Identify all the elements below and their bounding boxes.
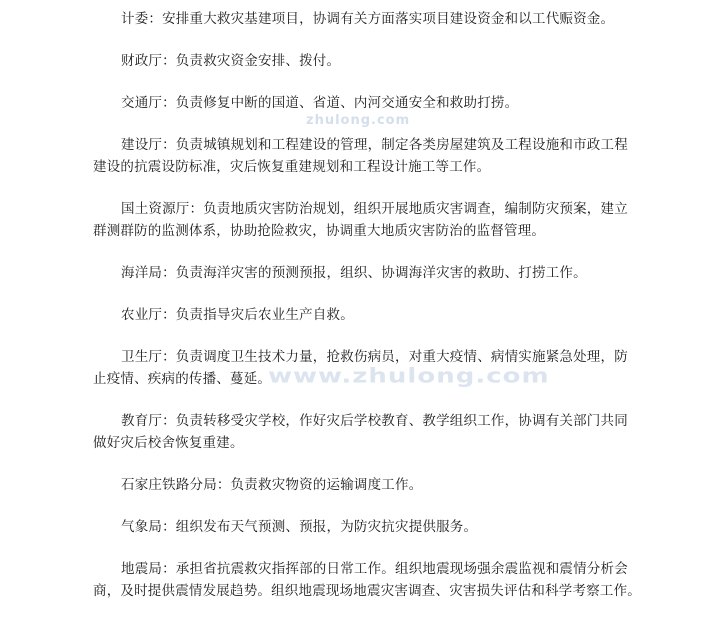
paragraph-ocean-bureau: 海洋局：负责海洋灾害的预测预报，组织、协调海洋灾害的救助、打捞工作。 [121, 265, 587, 281]
paragraph-land-resources-department: 国土资源厅：负责地质灾害防治规划，组织开展地质灾害调查，编制防灾预案，建立群测群防的监测体系，协助抢险救灾，协调重大地质灾害防治的监督管理。 [93, 201, 628, 239]
paragraph-finance-department: 财政厅：负责救灾资金安排、拨付。 [121, 53, 341, 69]
paragraph-transport-department: 交通厅：负责修复中断的国道、省道、内河交通安全和救助打捞。 [121, 95, 519, 111]
paragraph-earthquake-bureau: 地震局：承担省抗震救灾指挥部的日常工作。组织地震现场强余震监视和震情分析会商，及时提供震情发展趋势。组织地震现场地震灾害调查、灾害损失评估和科学考察工作。 [93, 561, 641, 599]
paragraph-agriculture-department: 农业厅：负责指导灾后农业生产自救。 [121, 307, 354, 323]
document-body [93, 8, 641, 620]
paragraph-health-department: 卫生厅：负责调度卫生技术力量，抢救伤病员，对重大疫情、病情实施紧急处理，防止疫情、疾病的传播、蔓延。 [93, 349, 628, 387]
watermark-middle: www.zhulong.com [268, 364, 550, 388]
paragraph-construction-department: 建设厅：负责城镇规划和工程建设的管理，制定各类房屋建筑及工程设施和市政工程建设的抗震设防标准，灾后恢复重建规划和工程设计施工等工作。 [93, 137, 628, 175]
paragraph-meteorological-bureau: 气象局：组织发布天气预测、预报，为防灾抗灾提供服务。 [121, 519, 478, 535]
paragraph-education-department: 教育厅：负责转移受灾学校，作好灾后学校教育、教学组织工作，协调有关部门共同做好灾后校舍恢复重建。 [93, 413, 628, 451]
watermark-top: zhulong.com [306, 113, 411, 128]
paragraph-railway-branch: 石家庄铁路分局：负责救灾物资的运输调度工作。 [121, 477, 423, 493]
paragraph-planning-commission: 计委：安排重大救灾基建项目，协调有关方面落实项目建设资金和以工代赈资金。 [121, 11, 615, 27]
